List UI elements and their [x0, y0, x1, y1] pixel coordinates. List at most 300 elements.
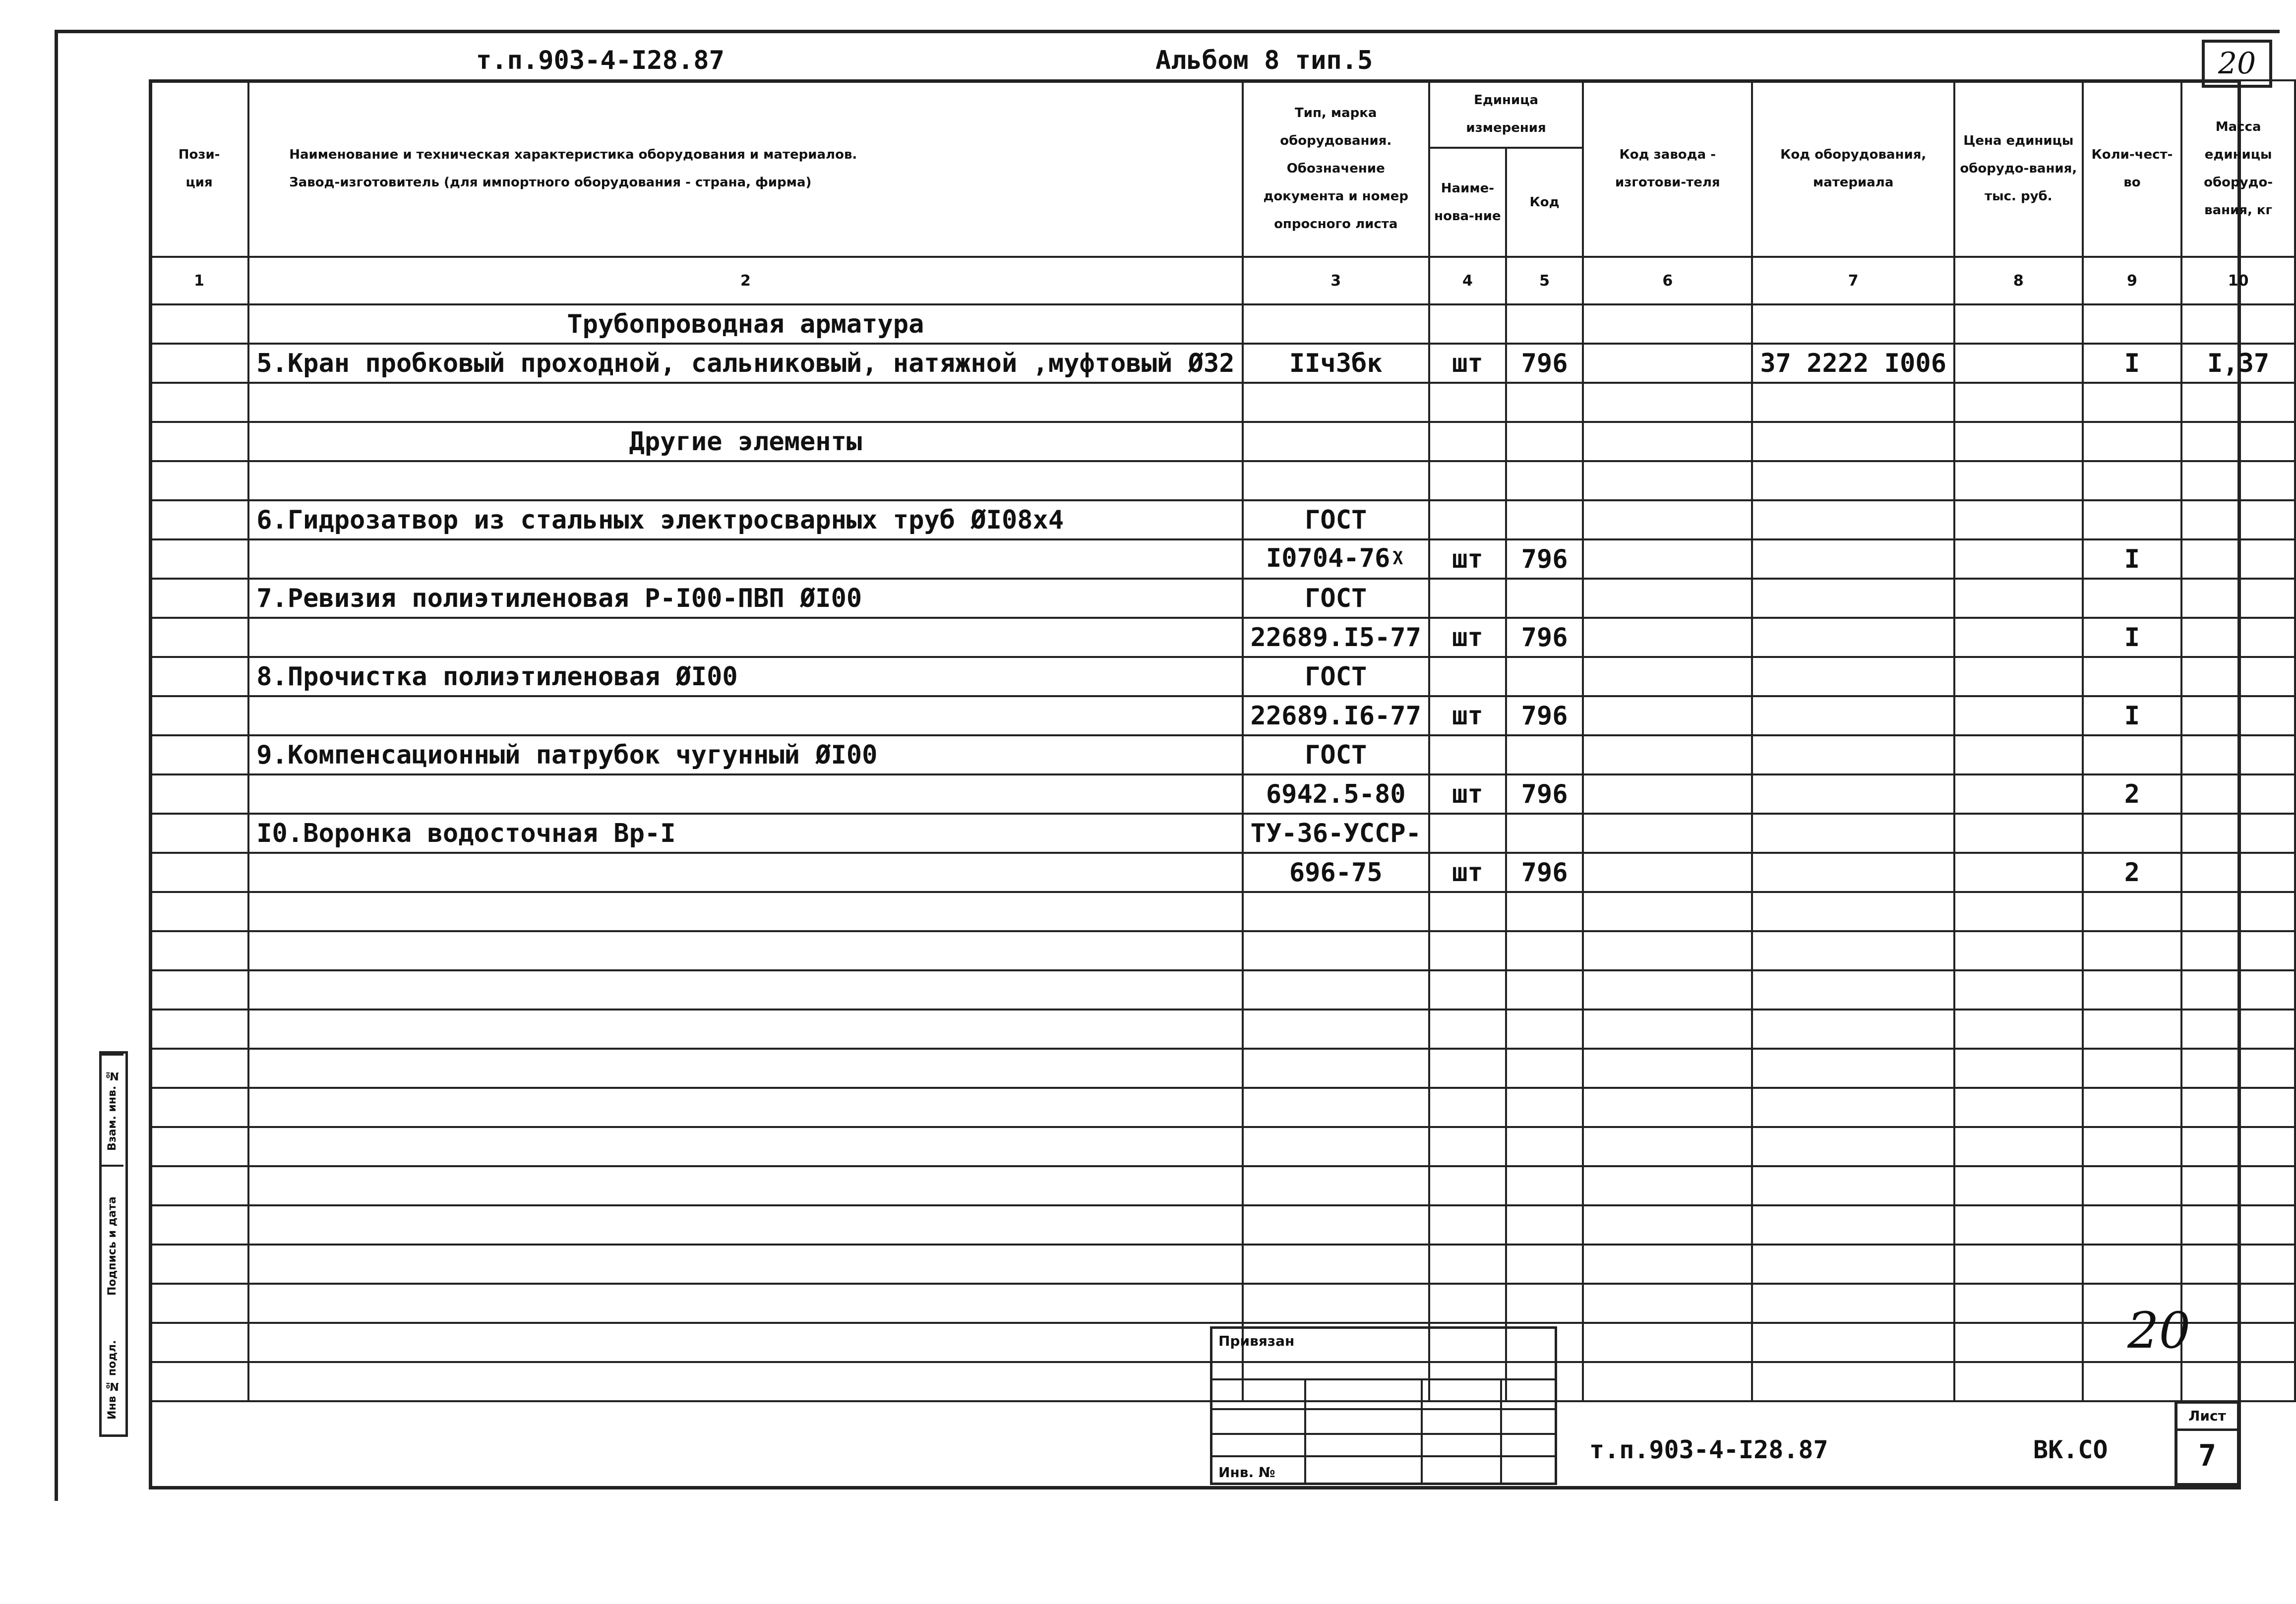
- cell-position: [150, 539, 248, 579]
- cell-mass: [2181, 814, 2295, 853]
- header-doc-code: т.п.903-4-I28.87: [476, 46, 725, 75]
- table-row: [150, 814, 2295, 853]
- empty-cell: [1429, 892, 1506, 931]
- cell-factory: [1583, 814, 1752, 853]
- col-header-unit-code: Код: [1506, 148, 1583, 257]
- empty-cell: [150, 931, 248, 970]
- cell-eq-code: [1752, 696, 1954, 735]
- cell-qty: [2083, 461, 2182, 500]
- cell-mark: IIч3бк: [1243, 344, 1429, 383]
- empty-cell: [1506, 1127, 1583, 1166]
- empty-cell: [248, 1049, 1242, 1088]
- cell-qty: [2083, 383, 2182, 422]
- empty-cell: [1954, 931, 2083, 970]
- empty-cell: [2083, 931, 2182, 970]
- table-row: [150, 853, 2295, 892]
- empty-cell: [248, 1323, 1242, 1362]
- empty-cell: [1752, 1010, 1954, 1049]
- empty-cell: [1583, 1323, 1752, 1362]
- cell-position: [150, 383, 248, 422]
- empty-cell: [150, 1049, 248, 1088]
- empty-cell: [2083, 970, 2182, 1010]
- col-header-name: Наименование и техническая характеристика оборудования и материалов. Завод-изготовитель (для импортного оборудования - страна, фирма): [248, 80, 1242, 257]
- empty-cell: [2083, 1010, 2182, 1049]
- cell-code: [1506, 657, 1583, 696]
- empty-cell: [1583, 1166, 1752, 1205]
- empty-cell: [1752, 1205, 1954, 1245]
- empty-cell: [1954, 1245, 2083, 1284]
- cell-qty: I: [2083, 618, 2182, 657]
- empty-table-row: [150, 1245, 2295, 1284]
- empty-cell: [248, 1010, 1242, 1049]
- empty-cell: [1954, 1010, 2083, 1049]
- cell-position: [150, 422, 248, 461]
- side-stamp: [99, 1051, 128, 1437]
- empty-cell: [1506, 1166, 1583, 1205]
- cell-factory: [1583, 853, 1752, 892]
- cell-mass: [2181, 500, 2295, 539]
- empty-cell: [2083, 1088, 2182, 1127]
- cell-mass: [2181, 422, 2295, 461]
- empty-cell: [248, 931, 1242, 970]
- cell-code: 796: [1506, 853, 1583, 892]
- cell-factory: [1583, 304, 1752, 344]
- empty-cell: [2181, 1010, 2295, 1049]
- empty-cell: [2181, 892, 2295, 931]
- cell-unit: [1429, 814, 1506, 853]
- cell-name: Другие элементы: [248, 422, 1242, 461]
- col-header-type: Тип, марка оборудования. Обозначение документа и номер опросного листа: [1243, 80, 1429, 257]
- cell-qty: I: [2083, 344, 2182, 383]
- stamp-linked-label: Привязан: [1218, 1333, 1295, 1349]
- cell-qty: 2: [2083, 774, 2182, 814]
- cell-unit: [1429, 657, 1506, 696]
- cell-name: 8.Прочистка полиэтиленовая ØI00: [248, 657, 1242, 696]
- empty-cell: [1506, 1010, 1583, 1049]
- empty-cell: [150, 1362, 248, 1401]
- empty-cell: [1752, 1245, 1954, 1284]
- empty-table-row: [150, 1088, 2295, 1127]
- empty-cell: [2181, 931, 2295, 970]
- empty-cell: [1429, 1166, 1506, 1205]
- cell-name: Трубопроводная арматура: [248, 304, 1242, 344]
- col-header-mass: Масса единицы оборудо-вания, кг: [2181, 80, 2295, 257]
- cell-mass: [2181, 579, 2295, 618]
- table-row: [150, 657, 2295, 696]
- cell-factory: [1583, 774, 1752, 814]
- column-numbers-row: [150, 257, 2295, 304]
- empty-cell: [1752, 1127, 1954, 1166]
- empty-cell: [1506, 970, 1583, 1010]
- empty-cell: [248, 1127, 1242, 1166]
- empty-cell: [1243, 1049, 1429, 1088]
- header-row: [150, 80, 2295, 148]
- empty-cell: [1429, 931, 1506, 970]
- table-row: [150, 461, 2295, 500]
- empty-cell: [2181, 1245, 2295, 1284]
- empty-cell: [1583, 970, 1752, 1010]
- side-stamp-signature-date: Подпись и дата: [102, 1165, 123, 1325]
- cell-mark: [1243, 461, 1429, 500]
- cell-factory: [1583, 344, 1752, 383]
- col-number: 4: [1429, 257, 1506, 304]
- empty-cell: [248, 970, 1242, 1010]
- cell-code: 796: [1506, 618, 1583, 657]
- cell-price: [1954, 735, 2083, 774]
- cell-mass: [2181, 539, 2295, 579]
- cell-eq-code: [1752, 618, 1954, 657]
- cell-qty: [2083, 500, 2182, 539]
- col-header-quantity: Коли-чест-во: [2083, 80, 2182, 257]
- empty-cell: [1429, 970, 1506, 1010]
- col-header-factory-code: Код завода - изготови-теля: [1583, 80, 1752, 257]
- empty-cell: [1583, 1049, 1752, 1088]
- cell-factory: [1583, 618, 1752, 657]
- empty-cell: [1954, 1166, 2083, 1205]
- cell-mass: [2181, 853, 2295, 892]
- empty-cell: [1243, 931, 1429, 970]
- cell-code: [1506, 814, 1583, 853]
- empty-cell: [1506, 892, 1583, 931]
- empty-cell: [1429, 1284, 1506, 1323]
- cell-code: 796: [1506, 774, 1583, 814]
- cell-eq-code: [1752, 774, 1954, 814]
- col-number: 1: [150, 257, 248, 304]
- empty-cell: [1954, 1284, 2083, 1323]
- empty-table-row: [150, 1049, 2295, 1088]
- empty-cell: [248, 1205, 1242, 1245]
- empty-table-row: [150, 1166, 2295, 1205]
- empty-table-row: [150, 1205, 2295, 1245]
- empty-cell: [2083, 1205, 2182, 1245]
- empty-cell: [1506, 1284, 1583, 1323]
- cell-eq-code: [1752, 853, 1954, 892]
- cell-mark: ГОСТ: [1243, 657, 1429, 696]
- cell-unit: шт: [1429, 618, 1506, 657]
- empty-cell: [2083, 1245, 2182, 1284]
- cell-code: [1506, 461, 1583, 500]
- empty-cell: [2181, 1284, 2295, 1323]
- cell-factory: [1583, 539, 1752, 579]
- cell-eq-code: [1752, 304, 1954, 344]
- cell-name: 7.Ревизия полиэтиленовая Р-I00-ПВП ØI00: [248, 579, 1242, 618]
- empty-cell: [150, 892, 248, 931]
- empty-cell: [2083, 1127, 2182, 1166]
- cell-eq-code: [1752, 735, 1954, 774]
- col-number: 3: [1243, 257, 1429, 304]
- col-header-equipment-code: Код оборудования, материала: [1752, 80, 1954, 257]
- empty-cell: [2083, 1166, 2182, 1205]
- col-number: 7: [1752, 257, 1954, 304]
- empty-cell: [1583, 1245, 1752, 1284]
- empty-cell: [1243, 1088, 1429, 1127]
- table-row: [150, 696, 2295, 735]
- cell-mass: [2181, 774, 2295, 814]
- col-number: 10: [2181, 257, 2295, 304]
- empty-cell: [1506, 1088, 1583, 1127]
- cell-qty: [2083, 657, 2182, 696]
- empty-cell: [1429, 1127, 1506, 1166]
- cell-qty: [2083, 735, 2182, 774]
- cell-code: [1506, 422, 1583, 461]
- empty-cell: [2083, 1049, 2182, 1088]
- cell-price: [1954, 657, 2083, 696]
- cell-mass: [2181, 735, 2295, 774]
- cell-name: [248, 696, 1242, 735]
- empty-cell: [1506, 1049, 1583, 1088]
- empty-cell: [1954, 1323, 2083, 1362]
- empty-table-row: [150, 970, 2295, 1010]
- cell-position: [150, 814, 248, 853]
- empty-cell: [1243, 1127, 1429, 1166]
- cell-name: [248, 853, 1242, 892]
- empty-cell: [1243, 1284, 1429, 1323]
- empty-cell: [1243, 1010, 1429, 1049]
- cell-code: [1506, 579, 1583, 618]
- empty-cell: [1752, 1323, 1954, 1362]
- col-header-position: Пози- ция: [150, 80, 248, 257]
- cell-mark: ТУ-36-УССР-: [1243, 814, 1429, 853]
- empty-cell: [150, 1166, 248, 1205]
- cell-qty: 2: [2083, 853, 2182, 892]
- empty-cell: [2181, 1088, 2295, 1127]
- cell-price: [1954, 422, 2083, 461]
- cell-price: [1954, 814, 2083, 853]
- stamp-inv-label: Инв. №: [1218, 1464, 1275, 1481]
- empty-cell: [1506, 931, 1583, 970]
- cell-qty: I: [2083, 539, 2182, 579]
- empty-cell: [1954, 1362, 2083, 1401]
- cell-code: [1506, 383, 1583, 422]
- cell-unit: шт: [1429, 853, 1506, 892]
- col-header-price: Цена единицы оборудо-вания, тыс. руб.: [1954, 80, 2083, 257]
- cell-eq-code: [1752, 383, 1954, 422]
- cell-name: 6.Гидрозатвор из стальных электросварных труб ØI08x4: [248, 500, 1242, 539]
- empty-cell: [1954, 970, 2083, 1010]
- cell-position: [150, 618, 248, 657]
- empty-cell: [150, 1245, 248, 1284]
- empty-cell: [1752, 892, 1954, 931]
- cell-mark: ГОСТ: [1243, 579, 1429, 618]
- empty-cell: [2181, 1323, 2295, 1362]
- cell-code: [1506, 304, 1583, 344]
- empty-cell: [1583, 1010, 1752, 1049]
- empty-cell: [1243, 970, 1429, 1010]
- cell-position: [150, 304, 248, 344]
- empty-cell: [248, 1166, 1242, 1205]
- cell-qty: [2083, 422, 2182, 461]
- cell-position: [150, 657, 248, 696]
- cell-name: [248, 618, 1242, 657]
- empty-cell: [1583, 1088, 1752, 1127]
- cell-price: [1954, 344, 2083, 383]
- cell-mass: I,37: [2181, 344, 2295, 383]
- cell-mass: [2181, 304, 2295, 344]
- cell-unit: шт: [1429, 344, 1506, 383]
- col-header-unit-name: Наиме-нова-ние: [1429, 148, 1506, 257]
- cell-name: 5.Кран пробковый проходной, сальниковый, натяжной ,муфтовый Ø32: [248, 344, 1242, 383]
- empty-cell: [1429, 1205, 1506, 1245]
- empty-cell: [1583, 1127, 1752, 1166]
- empty-cell: [150, 1205, 248, 1245]
- cell-code: [1506, 500, 1583, 539]
- header-page-mark: 20: [2202, 40, 2272, 88]
- cell-eq-code: [1752, 500, 1954, 539]
- side-stamp-replaced-inv: Взам. инв. №: [102, 1054, 123, 1165]
- empty-cell: [2181, 1127, 2295, 1166]
- cell-eq-code: [1752, 579, 1954, 618]
- cell-mass: [2181, 618, 2295, 657]
- footer-mark: ВК.СО: [2033, 1435, 2108, 1464]
- empty-cell: [150, 1284, 248, 1323]
- cell-price: [1954, 539, 2083, 579]
- cell-mark: I0704-76ᵡ: [1243, 539, 1429, 579]
- cell-qty: [2083, 304, 2182, 344]
- col-number: 9: [2083, 257, 2182, 304]
- cell-mark: 22689.I6-77: [1243, 696, 1429, 735]
- cell-factory: [1583, 383, 1752, 422]
- table-row: [150, 735, 2295, 774]
- empty-cell: [2181, 1049, 2295, 1088]
- cell-name: [248, 461, 1242, 500]
- cell-unit: шт: [1429, 774, 1506, 814]
- cell-price: [1954, 853, 2083, 892]
- cell-price: [1954, 696, 2083, 735]
- table-row: [150, 774, 2295, 814]
- cell-unit: [1429, 579, 1506, 618]
- empty-cell: [248, 1245, 1242, 1284]
- cell-code: 796: [1506, 696, 1583, 735]
- empty-table-row: [150, 1284, 2295, 1323]
- cell-unit: [1429, 500, 1506, 539]
- empty-cell: [1583, 1362, 1752, 1401]
- empty-cell: [248, 1362, 1242, 1401]
- cell-mark: ГОСТ: [1243, 500, 1429, 539]
- table-row: [150, 422, 2295, 461]
- cell-factory: [1583, 735, 1752, 774]
- empty-cell: [1429, 1010, 1506, 1049]
- col-number: 8: [1954, 257, 2083, 304]
- empty-cell: [1954, 1049, 2083, 1088]
- empty-cell: [2181, 1205, 2295, 1245]
- cell-mark: 22689.I5-77: [1243, 618, 1429, 657]
- empty-cell: [1954, 1127, 2083, 1166]
- empty-cell: [1583, 1284, 1752, 1323]
- empty-cell: [1243, 1245, 1429, 1284]
- cell-code: [1506, 735, 1583, 774]
- cell-eq-code: [1752, 461, 1954, 500]
- cell-position: [150, 696, 248, 735]
- spec-table-body: [150, 304, 2295, 1401]
- empty-cell: [1583, 931, 1752, 970]
- empty-cell: [150, 1323, 248, 1362]
- cell-code: 796: [1506, 539, 1583, 579]
- col-header-unit: Единица измерения: [1429, 80, 1583, 148]
- cell-factory: [1583, 461, 1752, 500]
- cell-qty: [2083, 814, 2182, 853]
- empty-cell: [1954, 1205, 2083, 1245]
- empty-cell: [1243, 1205, 1429, 1245]
- cell-factory: [1583, 579, 1752, 618]
- cell-unit: шт: [1429, 539, 1506, 579]
- table-row: [150, 500, 2295, 539]
- cell-mark: 6942.5-80: [1243, 774, 1429, 814]
- sheet-number: 7: [2198, 1438, 2217, 1473]
- empty-cell: [2181, 970, 2295, 1010]
- cell-price: [1954, 383, 2083, 422]
- cell-name: [248, 774, 1242, 814]
- cell-factory: [1583, 657, 1752, 696]
- empty-cell: [2083, 1362, 2182, 1401]
- empty-cell: [1752, 1166, 1954, 1205]
- empty-cell: [248, 892, 1242, 931]
- cell-price: [1954, 579, 2083, 618]
- footer-doc-code: т.п.903-4-I28.87: [1589, 1435, 1828, 1464]
- cell-mark: ГОСТ: [1243, 735, 1429, 774]
- empty-cell: [1583, 1205, 1752, 1245]
- empty-table-row: [150, 892, 2295, 931]
- empty-cell: [2181, 1362, 2295, 1401]
- cell-qty: [2083, 579, 2182, 618]
- empty-cell: [150, 1010, 248, 1049]
- empty-cell: [1506, 1245, 1583, 1284]
- cell-mark: [1243, 304, 1429, 344]
- empty-table-row: [150, 931, 2295, 970]
- cell-mark: 696-75: [1243, 853, 1429, 892]
- cell-unit: [1429, 461, 1506, 500]
- linked-stamp: [1210, 1326, 1557, 1485]
- handwritten-page-number: 20: [2127, 1302, 2191, 1360]
- cell-mark: [1243, 383, 1429, 422]
- cell-code: 796: [1506, 344, 1583, 383]
- cell-unit: шт: [1429, 696, 1506, 735]
- cell-factory: [1583, 696, 1752, 735]
- cell-position: [150, 500, 248, 539]
- cell-price: [1954, 774, 2083, 814]
- cell-position: [150, 344, 248, 383]
- cell-factory: [1583, 500, 1752, 539]
- empty-cell: [1752, 1049, 1954, 1088]
- cell-unit: [1429, 383, 1506, 422]
- cell-factory: [1583, 422, 1752, 461]
- empty-table-row: [150, 1010, 2295, 1049]
- table-row: [150, 383, 2295, 422]
- cell-mark: [1243, 422, 1429, 461]
- cell-mass: [2181, 696, 2295, 735]
- cell-mass: [2181, 383, 2295, 422]
- cell-position: [150, 579, 248, 618]
- empty-cell: [1583, 892, 1752, 931]
- empty-cell: [1954, 1088, 2083, 1127]
- cell-name: I0.Воронка водосточная Вр-I: [248, 814, 1242, 853]
- cell-position: [150, 853, 248, 892]
- cell-unit: [1429, 735, 1506, 774]
- cell-position: [150, 461, 248, 500]
- spec-table: [149, 79, 2296, 1402]
- empty-cell: [1243, 892, 1429, 931]
- table-row: [150, 579, 2295, 618]
- empty-cell: [1752, 1284, 1954, 1323]
- cell-name: [248, 383, 1242, 422]
- table-row: [150, 618, 2295, 657]
- empty-cell: [1506, 1205, 1583, 1245]
- cell-position: [150, 735, 248, 774]
- col-number: 5: [1506, 257, 1583, 304]
- empty-cell: [150, 1088, 248, 1127]
- cell-mass: [2181, 461, 2295, 500]
- empty-cell: [1429, 1049, 1506, 1088]
- cell-eq-code: [1752, 814, 1954, 853]
